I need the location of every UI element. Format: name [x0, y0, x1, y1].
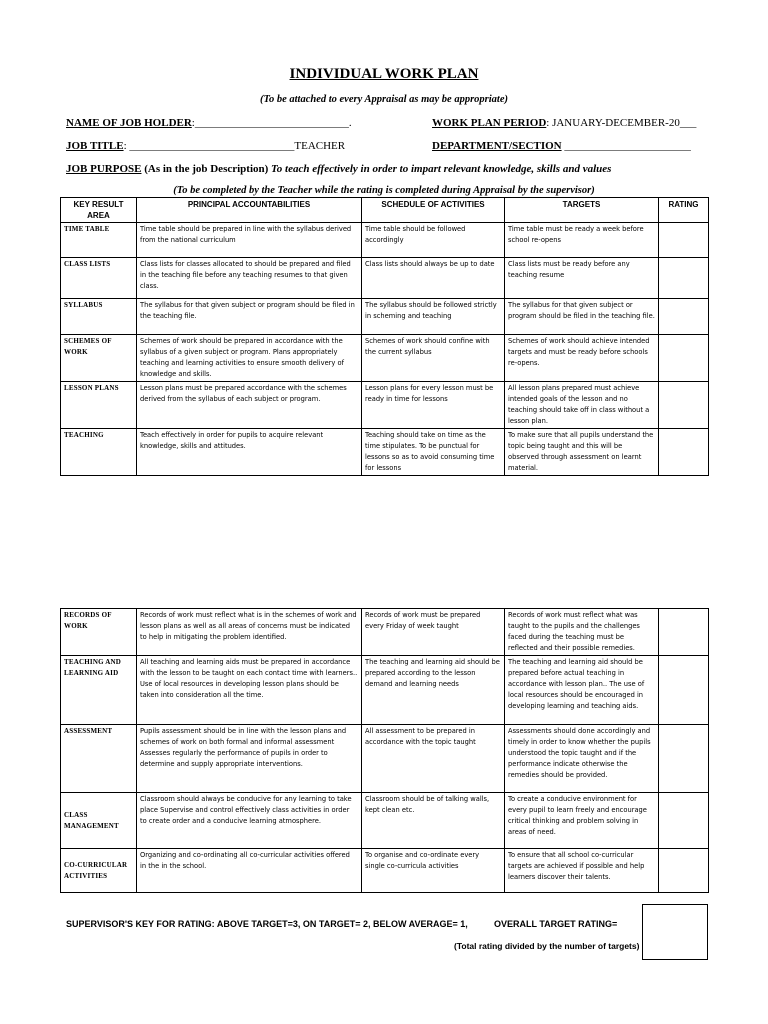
overall-target-rating-label: OVERALL TARGET RATING=: [494, 919, 618, 929]
schedule-cell: Records of work must be prepared every Friday of week taught: [362, 609, 505, 656]
accountabilities-cell: Classroom should always be conducive for any learning to take place Supervise and control effectively class activities in order to create order and a conducive learning atmosphere.: [137, 793, 362, 849]
kra-cell: CO-CURRICULAR ACTIVITIES: [61, 849, 137, 893]
column-header-principal-accountabilities: PRINCIPAL ACCOUNTABILITIES: [137, 198, 362, 223]
rating-cell[interactable]: [659, 258, 709, 299]
job-holder-value: :____________________________.: [191, 117, 352, 129]
accountabilities-cell: Records of work must reflect what is in the schemes of work and lesson plans as well as all areas of concerns must be indicated to help in mitigating the problem identified.: [137, 609, 362, 656]
targets-cell: The teaching and learning aid should be prepared before actual teaching in accordance with lesson plan.. The use of local resources should be encouraged in developing learning and teaching aids.: [505, 656, 659, 725]
targets-cell: All lesson plans prepared must achieve intended goals of the lesson and no teaching should take off in class without a lesson plan.: [505, 382, 659, 429]
targets-cell: Records of work must reflect what was taught to the pupils and the challenges faced during the teaching must be reflected and their possible remedies.: [505, 609, 659, 656]
accountabilities-cell: All teaching and learning aids must be prepared in accordance with the lesson to be taught on each contact time with learners.. Use of local resources in developing lesson plans should be taken into consideration all the time.: [137, 656, 362, 725]
work-plan-period-value: : JANUARY-DECEMBER-20___: [546, 117, 697, 129]
accountabilities-cell: Time table should be prepared in line with the syllabus derived from the national curriculum: [137, 223, 362, 258]
schedule-cell: Teaching should take on time as the time stipulates. To be punctual for lessons so as to avoid consuming time for lessons: [362, 429, 505, 476]
rating-cell[interactable]: [659, 609, 709, 656]
job-purpose-label: JOB PURPOSE: [66, 163, 142, 175]
table-row: [61, 223, 709, 258]
job-title-label: JOB TITLE: [66, 140, 124, 152]
kra-cell: SCHEMES OF WORK: [61, 335, 137, 382]
job-title-value: : ______________________________TEACHER: [123, 140, 346, 152]
schedule-cell: Class lists should always be up to date: [362, 258, 505, 299]
kra-cell: CLASS MANAGEMENT: [61, 793, 137, 849]
overall-rating-note: (Total rating divided by the number of targets): [454, 941, 640, 951]
table-header-row: [61, 198, 709, 223]
column-header-targets: TARGETS: [505, 198, 659, 223]
rating-cell[interactable]: [659, 335, 709, 382]
table-row: [61, 656, 709, 725]
department-label: DEPARTMENT/SECTION: [432, 140, 562, 152]
work-plan-period-label: WORK PLAN PERIOD: [432, 117, 547, 129]
job-purpose-text: To teach effectively in order to impart relevant knowledge, skills and values: [271, 163, 612, 175]
table-row: [61, 725, 709, 793]
rating-cell[interactable]: [659, 793, 709, 849]
kra-cell: RECORDS OF WORK: [61, 609, 137, 656]
schedule-cell: Classroom should be of talking walls, kept clean etc.: [362, 793, 505, 849]
table-row: [61, 382, 709, 429]
rating-cell[interactable]: [659, 299, 709, 335]
rating-cell[interactable]: [659, 656, 709, 725]
schedule-cell: Time table should be followed accordingly: [362, 223, 505, 258]
accountabilities-cell: Pupils assessment should be in line with the lesson plans and schemes of work on both formal and informal assessment Assesses regularly the performance of pupils in order to determine and supply appropriate interventions.: [137, 725, 362, 793]
work-plan-period-line: [432, 117, 696, 129]
job-holder-label: NAME OF JOB HOLDER: [66, 117, 192, 129]
job-title-line: [66, 140, 345, 152]
targets-cell: Schemes of work should achieve intended targets and must be ready before schools re-opens.: [505, 335, 659, 382]
kra-cell: TEACHING: [61, 429, 137, 476]
rating-cell[interactable]: [659, 382, 709, 429]
work-plan-table-part1: [60, 197, 709, 476]
kra-cell: CLASS LISTS: [61, 258, 137, 299]
targets-cell: To create a conducive environment for every pupil to learn freely and encourage critical thinking and problem solving in areas of need.: [505, 793, 659, 849]
job-purpose-paren: (As in the job Description): [141, 163, 272, 175]
overall-rating-box[interactable]: [642, 904, 708, 960]
targets-cell: Time table must be ready a week before school re-opens: [505, 223, 659, 258]
schedule-cell: The teaching and learning aid should be prepared according to the lesson demand and learning needs: [362, 656, 505, 725]
table-row: [61, 335, 709, 382]
schedule-cell: All assessment to be prepared in accordance with the topic taught: [362, 725, 505, 793]
table-row: [61, 793, 709, 849]
accountabilities-cell: Schemes of work should be prepared in accordance with the syllabus of a given subject or program. Plans appropriately teaching and learning activities to ensure smooth delivery of knowledge and skills.: [137, 335, 362, 382]
schedule-cell: The syllabus should be followed strictly in scheming and teaching: [362, 299, 505, 335]
targets-cell: Class lists must be ready before any teaching resume: [505, 258, 659, 299]
kra-cell: TIME TABLE: [61, 223, 137, 258]
completion-note: (To be completed by the Teacher while the rating is completed during Appraisal by the supervisor): [173, 185, 595, 196]
table-row: [61, 258, 709, 299]
schedule-cell: Lesson plans for every lesson must be ready in time for lessons: [362, 382, 505, 429]
document-title: INDIVIDUAL WORK PLAN: [289, 66, 479, 82]
accountabilities-cell: Class lists for classes allocated to should be prepared and filed in the teaching file before any teaching resumes to that given class.: [137, 258, 362, 299]
kra-cell: LESSON PLANS: [61, 382, 137, 429]
kra-cell: SYLLABUS: [61, 299, 137, 335]
accountabilities-cell: The syllabus for that given subject or program should be filed in the teaching file.: [137, 299, 362, 335]
rating-cell[interactable]: [659, 223, 709, 258]
schedule-cell: To organise and co-ordinate every single co-curricula activities: [362, 849, 505, 893]
accountabilities-cell: Lesson plans must be prepared accordance with the schemes derived from the syllabus of each subject or program.: [137, 382, 362, 429]
accountabilities-cell: Teach effectively in order for pupils to acquire relevant knowledge, skills and attitudes.: [137, 429, 362, 476]
table-row: [61, 429, 709, 476]
accountabilities-cell: Organizing and co-ordinating all co-curricular activities offered in the in the school.: [137, 849, 362, 893]
table-row: [61, 609, 709, 656]
rating-cell[interactable]: [659, 725, 709, 793]
targets-cell: Assessments should done accordingly and timely in order to know whether the pupils understood the topic taught and if the performance indicate otherwise the remedies should be provided.: [505, 725, 659, 793]
column-header-rating: RATING: [659, 198, 709, 223]
job-holder-line: [66, 117, 352, 129]
rating-cell[interactable]: [659, 429, 709, 476]
work-plan-table-part2: [60, 608, 709, 893]
department-line: [432, 140, 691, 152]
targets-cell: To ensure that all school co-curricular targets are achieved if possible and help learners discover their talents.: [505, 849, 659, 893]
targets-cell: To make sure that all pupils understand the topic being taught and this will be observed through assessment on learnt material.: [505, 429, 659, 476]
column-header-schedule-of-activities: SCHEDULE OF ACTIVITIES: [362, 198, 505, 223]
supervisor-rating-key: SUPERVISOR'S KEY FOR RATING: ABOVE TARGET=3, ON TARGET= 2, BELOW AVERAGE= 1,: [66, 919, 468, 929]
schedule-cell: Schemes of work should confine with the current syllabus: [362, 335, 505, 382]
table-row: [61, 849, 709, 893]
table-row: [61, 299, 709, 335]
targets-cell: The syllabus for that given subject or program should be filed in the teaching file.: [505, 299, 659, 335]
document-subtitle: (To be attached to every Appraisal as may be appropriate): [260, 94, 508, 105]
column-header-key-result-area: KEY RESULT AREA: [61, 198, 137, 223]
department-value: _______________________: [561, 140, 691, 152]
kra-cell: TEACHING AND LEARNING AID: [61, 656, 137, 725]
job-purpose-line: [66, 163, 611, 175]
kra-cell: ASSESSMENT: [61, 725, 137, 793]
rating-cell[interactable]: [659, 849, 709, 893]
